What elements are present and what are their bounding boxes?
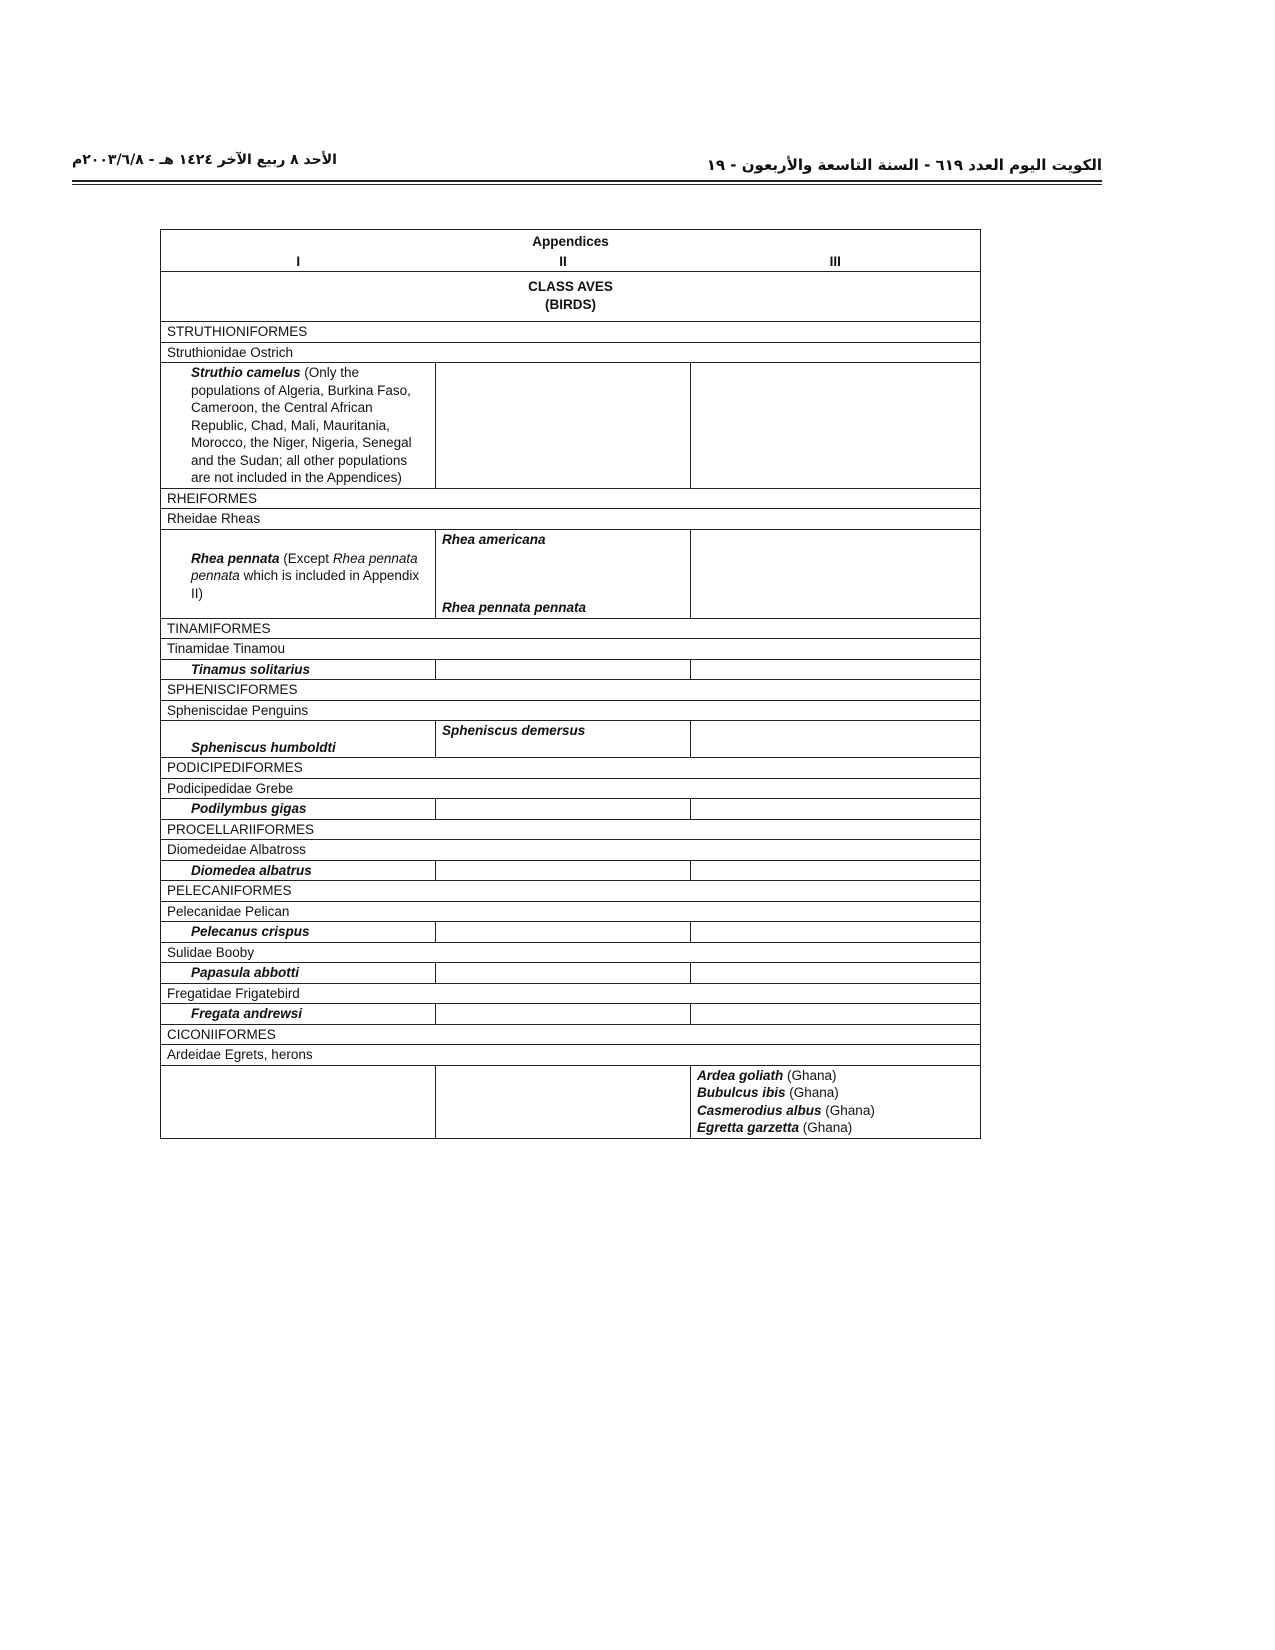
species-name: Fregata andrewsi xyxy=(191,1006,303,1021)
table-row xyxy=(161,901,981,922)
table-row xyxy=(161,922,981,943)
species-name: Rhea pennata xyxy=(191,550,280,566)
empty-cell xyxy=(436,799,691,820)
species-cell xyxy=(691,1065,981,1138)
family-name: Spheniscidae Penguins xyxy=(161,700,981,721)
order-name: PODICIPEDIFORMES xyxy=(161,758,981,779)
family-name: Rheidae Rheas xyxy=(161,509,981,530)
table-row xyxy=(161,1045,981,1066)
table-row xyxy=(161,639,981,660)
species-cell xyxy=(161,922,436,943)
family-name: Tinamidae Tinamou xyxy=(161,639,981,660)
empty-cell xyxy=(436,922,691,943)
table-row xyxy=(161,799,981,820)
family-name: Sulidae Booby xyxy=(161,942,981,963)
order-name: PELECANIFORMES xyxy=(161,881,981,902)
table-row xyxy=(161,700,981,721)
species-name: Egretta garzetta xyxy=(697,1120,800,1135)
species-cell xyxy=(161,799,436,820)
class-subtitle: (BIRDS) xyxy=(545,296,596,312)
species-note: (Ghana) xyxy=(783,1067,837,1083)
order-name: CICONIIFORMES xyxy=(161,1024,981,1045)
species-entry xyxy=(697,1084,974,1102)
table-row xyxy=(161,1065,981,1138)
species-note: which is included in Appendix II) xyxy=(191,568,420,601)
empty-cell xyxy=(691,721,981,758)
empty-cell xyxy=(436,659,691,680)
species-name: Pelecanus crispus xyxy=(191,924,310,939)
gazette-issue-title: الكويت اليوم العدد ٦١٩ - السنة التاسعة والأربعون - ١٩ xyxy=(706,156,1102,174)
order-name: PROCELLARIIFORMES xyxy=(161,819,981,840)
species-name: Rhea pennata pennata xyxy=(442,600,587,615)
species-name: Papasula abbotti xyxy=(191,965,300,980)
table-row xyxy=(161,659,981,680)
species-entry xyxy=(697,1067,974,1085)
species-note: (Except xyxy=(279,550,333,566)
table-row xyxy=(161,529,981,618)
table-title: Appendices xyxy=(161,230,981,252)
species-cell xyxy=(161,721,436,758)
order-name: STRUTHIONIFORMES xyxy=(161,322,981,343)
empty-cell xyxy=(691,529,981,618)
empty-cell xyxy=(436,860,691,881)
family-name: Diomedeidae Albatross xyxy=(161,840,981,861)
species-entry xyxy=(697,1102,974,1120)
family-name: Fregatidae Frigatebird xyxy=(161,983,981,1004)
empty-cell xyxy=(436,963,691,984)
species-cell xyxy=(161,860,436,881)
table-row xyxy=(161,1024,981,1045)
species-name: Podilymbus gigas xyxy=(191,801,307,816)
family-name: Struthionidae Ostrich xyxy=(161,342,981,363)
empty-cell xyxy=(691,860,981,881)
order-name: RHEIFORMES xyxy=(161,488,981,509)
table-row xyxy=(161,840,981,861)
species-name: Bubulcus ibis xyxy=(697,1085,786,1100)
family-name: Podicipedidae Grebe xyxy=(161,778,981,799)
empty-cell xyxy=(436,1065,691,1138)
table-row xyxy=(161,1004,981,1025)
species-name: Rhea americana xyxy=(442,531,546,547)
empty-cell xyxy=(436,1004,691,1025)
page-header xyxy=(72,148,1102,184)
column-header-row xyxy=(161,252,981,272)
family-name: Pelecanidae Pelican xyxy=(161,901,981,922)
empty-cell xyxy=(691,799,981,820)
species-cell xyxy=(161,1004,436,1025)
species-cell xyxy=(161,963,436,984)
species-note: (Ghana) xyxy=(821,1102,875,1118)
species-cell xyxy=(161,529,436,618)
table-row xyxy=(161,721,981,758)
class-title: CLASS AVES xyxy=(528,279,613,294)
empty-cell xyxy=(691,963,981,984)
order-name: TINAMIFORMES xyxy=(161,618,981,639)
table-row xyxy=(161,618,981,639)
species-cell xyxy=(436,721,691,758)
table-title-row xyxy=(161,230,981,252)
class-title-row xyxy=(161,272,981,322)
empty-cell xyxy=(691,922,981,943)
table-row xyxy=(161,983,981,1004)
table-row xyxy=(161,363,981,489)
gazette-date: الأحد ٨ ربيع الآخر ١٤٢٤ هـ - ٢٠٠٣/٦/٨م xyxy=(72,152,337,168)
table-row xyxy=(161,963,981,984)
empty-cell xyxy=(691,1004,981,1025)
empty-cell xyxy=(691,659,981,680)
species-entry xyxy=(697,1119,974,1137)
table-row xyxy=(161,758,981,779)
table-row xyxy=(161,322,981,343)
species-note: (Ghana) xyxy=(799,1120,853,1135)
empty-cell xyxy=(161,1065,436,1138)
column-header-1: I xyxy=(161,252,436,272)
table-row xyxy=(161,509,981,530)
column-header-2: II xyxy=(436,252,691,272)
table-row xyxy=(161,342,981,363)
species-note: (Ghana) xyxy=(785,1085,839,1100)
table-row xyxy=(161,680,981,701)
table-row xyxy=(161,942,981,963)
header-rule xyxy=(72,180,1102,182)
species-name: Casmerodius albus xyxy=(697,1102,822,1118)
appendices-table-wrap xyxy=(160,229,980,1139)
species-note-name: Rhea pennata pennata xyxy=(191,550,418,583)
appendices-table xyxy=(160,229,981,1139)
header-rule-thin xyxy=(72,184,1102,185)
table-row xyxy=(161,819,981,840)
species-cell xyxy=(161,659,436,680)
table-row xyxy=(161,778,981,799)
column-header-3: III xyxy=(691,252,981,272)
species-cell xyxy=(161,363,436,489)
order-name: SPHENISCIFORMES xyxy=(161,680,981,701)
empty-cell xyxy=(436,363,691,489)
table-row xyxy=(161,860,981,881)
species-name: Tinamus solitarius xyxy=(191,661,311,677)
empty-cell xyxy=(691,363,981,489)
table-row xyxy=(161,881,981,902)
family-name: Ardeidae Egrets, herons xyxy=(161,1045,981,1066)
species-name: Ardea goliath xyxy=(697,1067,784,1083)
species-note: (Only the populations of Algeria, Burkina Faso, Cameroon, the Central African Republic, Chad, Mali, Mauritania, Morocco, the Niger, Nigeria, Senegal and the Sudan; all other populations are not included in the Appendices) xyxy=(191,365,412,485)
species-name: Diomedea albatrus xyxy=(191,862,312,878)
species-cell xyxy=(436,529,691,618)
species-name: Spheniscus demersus xyxy=(442,723,586,738)
species-name: Spheniscus humboldti xyxy=(191,739,336,755)
table-row xyxy=(161,488,981,509)
species-name: Struthio camelus xyxy=(191,365,301,380)
